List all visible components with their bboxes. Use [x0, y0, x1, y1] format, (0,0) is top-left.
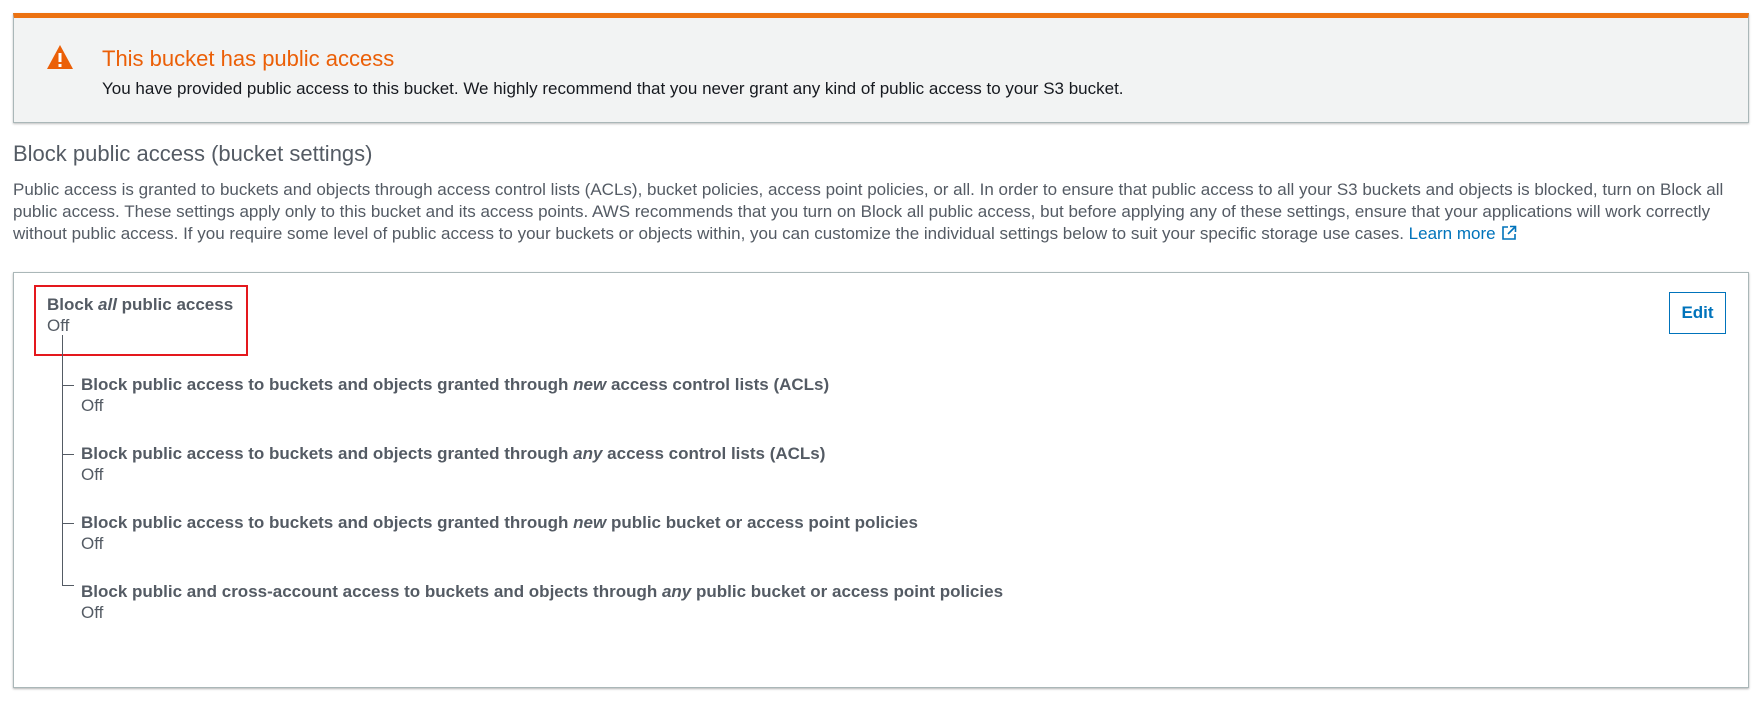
setting-any-acls-value: Off [81, 465, 104, 484]
public-access-alert [13, 13, 1749, 123]
tree-connector-branch [62, 585, 74, 586]
setting-any-acls-label: Block public access to buckets and objects granted through any access control lists (ACLs) [81, 444, 826, 463]
alert-message: You have provided public access to this bucket. We highly recommend that you never grant any kind of public access to your S3 bucket. [102, 79, 1124, 98]
tree-connector-branch [62, 523, 74, 524]
block-all-public-access-value: Off [47, 316, 70, 335]
section-heading: Block public access (bucket settings) [13, 141, 373, 166]
setting-cross-account-value: Off [81, 603, 104, 622]
setting-new-policies-label: Block public access to buckets and objects granted through new public bucket or access point policies [81, 513, 918, 532]
setting-new-acls-value: Off [81, 396, 104, 415]
learn-more-label: Learn more [1408, 224, 1496, 243]
tree-connector-branch [62, 454, 74, 455]
learn-more-link[interactable] [1409, 224, 1517, 243]
tree-connector-branch [62, 385, 74, 386]
alert-title: This bucket has public access [102, 46, 395, 71]
external-link-icon [1501, 225, 1517, 247]
block-all-public-access-label: Block all public access [47, 295, 234, 314]
tree-connector-line [62, 335, 63, 585]
block-public-access-panel [13, 272, 1749, 688]
edit-button[interactable]: Edit [1669, 292, 1726, 334]
setting-cross-account-label: Block public and cross-account access to buckets and objects through any public bucket or access point policies [81, 582, 1004, 601]
setting-new-acls-label: Block public access to buckets and objects granted through new access control lists (ACLs) [81, 375, 830, 394]
warning-icon [46, 44, 74, 70]
setting-new-policies-value: Off [81, 534, 104, 553]
section-description [13, 179, 1739, 247]
section-description-text: Public access is granted to buckets and objects through access control lists (ACLs), bucket policies, access point policies, or all. In order to ensure that public access to all your S3 buckets and objects is blocked, turn on Block all public access. These settings apply only to this bucket and its access points. AWS recommends that you turn on Block all public access, but before applying any of these settings, ensure that your applications will work correctly without public access. If you require some level of public access to your buckets or objects within, you can customize the individual settings below to suit your specific storage use cases. [13, 180, 1724, 243]
